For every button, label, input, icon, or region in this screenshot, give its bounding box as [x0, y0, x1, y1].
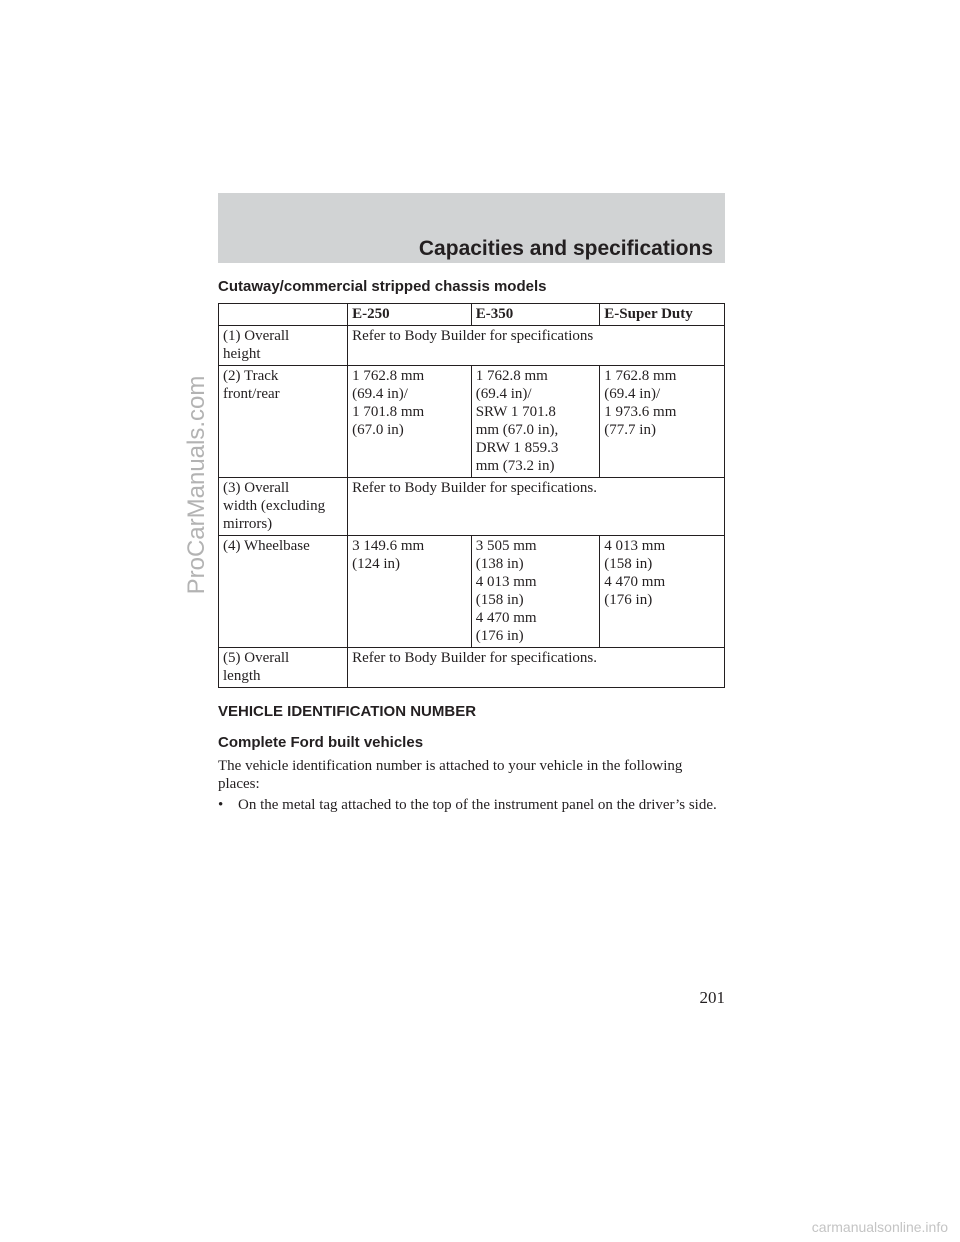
table-row: [219, 326, 725, 366]
merged-cell: Refer to Body Builder for specifications: [348, 326, 725, 366]
table-cell: 3 149.6 mm (124 in): [348, 536, 472, 648]
footer-watermark: carmanualsonline.info: [811, 1219, 948, 1235]
merged-cell: Refer to Body Builder for specifications.: [348, 478, 725, 536]
table-row: [219, 478, 725, 536]
table-row: [219, 366, 725, 478]
vin-heading: VEHICLE IDENTIFICATION NUMBER: [218, 703, 477, 720]
column-header-e250: E-250: [348, 304, 472, 326]
section-title: Cutaway/commercial stripped chassis models: [218, 278, 547, 295]
table-cell: 1 762.8 mm (69.4 in)/ 1 973.6 mm (77.7 in): [600, 366, 725, 478]
header-band: [218, 193, 725, 263]
row-label: (2) Track front/rear: [219, 366, 348, 478]
specs-table: [218, 303, 725, 688]
chapter-title: Capacities and specifications: [418, 237, 713, 260]
table-row: [219, 648, 725, 688]
column-header-e-super-duty: E-Super Duty: [600, 304, 725, 326]
row-label: (1) Overall height: [219, 326, 348, 366]
row-label: (4) Wheelbase: [219, 536, 348, 648]
subheading: Complete Ford built vehicles: [218, 734, 424, 751]
body-paragraph: The vehicle identification number is attached to your vehicle in the following places:: [218, 758, 683, 792]
merged-cell: Refer to Body Builder for specifications.: [348, 648, 725, 688]
side-watermark: ProCarManuals.com: [183, 375, 210, 595]
column-header: [219, 304, 348, 326]
table-header-row: [219, 304, 725, 326]
bullet-text: On the metal tag attached to the top of the instrument panel on the driver’s side.: [238, 797, 717, 813]
row-label: (3) Overall width (excluding mirrors): [219, 478, 348, 536]
page-number: 201: [699, 988, 725, 1007]
table-cell: 4 013 mm (158 in) 4 470 mm (176 in): [600, 536, 725, 648]
bullet-item: [218, 796, 725, 814]
table-cell: 1 762.8 mm (69.4 in)/ SRW 1 701.8 mm (67.0 in), DRW 1 859.3 mm (73.2 in): [471, 366, 600, 478]
table-cell: 1 762.8 mm (69.4 in)/ 1 701.8 mm (67.0 in): [348, 366, 472, 478]
table-row: [219, 536, 725, 648]
column-header-e350: E-350: [471, 304, 600, 326]
row-label: (5) Overall length: [219, 648, 348, 688]
table-cell: 3 505 mm (138 in) 4 013 mm (158 in) 4 470 mm (176 in): [471, 536, 600, 648]
bullet-marker: •: [218, 797, 224, 813]
